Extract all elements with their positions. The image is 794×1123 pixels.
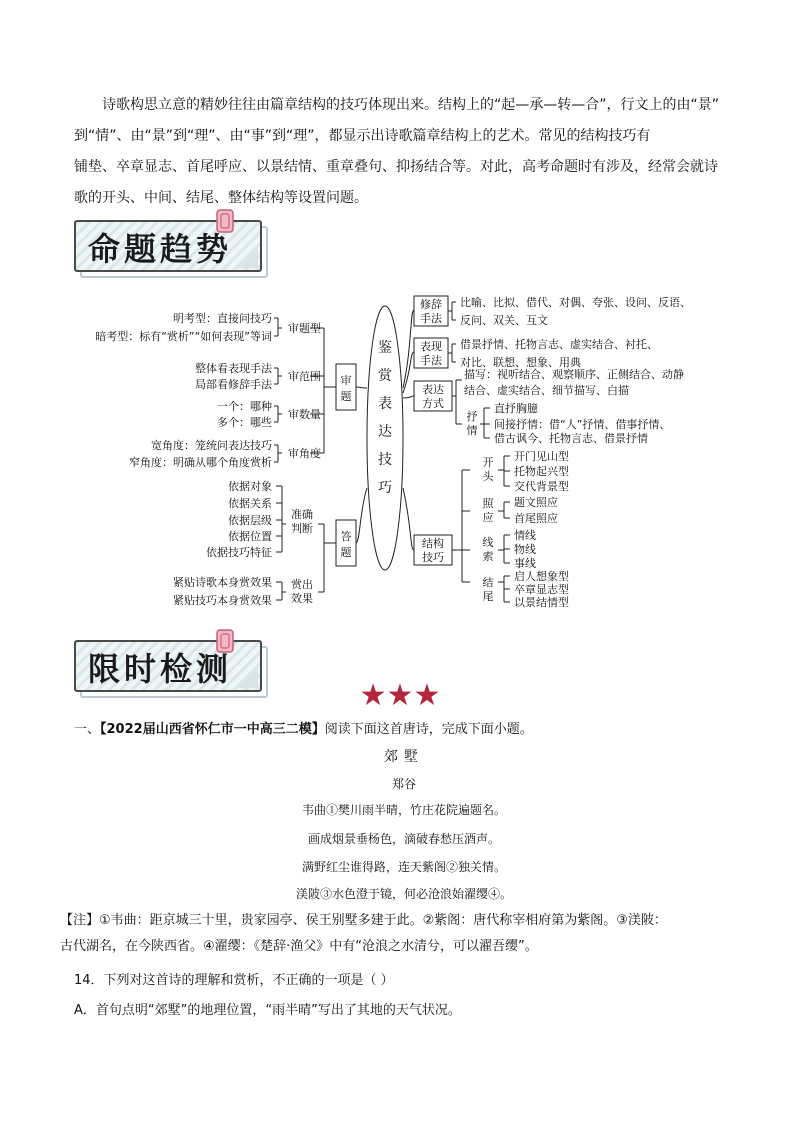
jiegou-item: 情线 — [514, 529, 536, 542]
jiegou-item: 开门见山型 — [514, 450, 569, 463]
jiegou-item: 托物起兴型 — [514, 465, 569, 478]
test-banner — [74, 640, 262, 692]
jiegou-item: 物线 — [514, 543, 536, 556]
svg-text:技巧: 技巧 — [422, 551, 444, 564]
shen-sub: 暗考型：标有“赏析”“如何表现”等词 — [95, 330, 272, 343]
poem-line: 渼陂③水色澄于镜，何必沧浪始濯缨④。 — [295, 887, 512, 901]
da-sub: 依据对象 — [228, 480, 272, 493]
svg-text:照: 照 — [482, 497, 494, 510]
jiegou-item: 事线 — [514, 557, 536, 570]
question-header — [74, 718, 734, 742]
trend-banner — [74, 220, 262, 272]
svg-text:尾: 尾 — [482, 590, 494, 603]
shen-item-label: 审范围 — [288, 370, 321, 383]
intro-paragraph — [74, 90, 734, 214]
xiuci-line: 反问、双关、互文 — [460, 314, 548, 327]
svg-text:头: 头 — [482, 470, 494, 483]
da-item-label: 效果 — [291, 592, 313, 605]
svg-text:手法: 手法 — [420, 312, 442, 325]
svg-text:手法: 手法 — [420, 354, 442, 367]
shen-sub: 宽角度：笼统问表达技巧 — [151, 439, 272, 452]
intro-line: 到“情”、由“景”到“理”、由“事”到“理”，都显示出诗歌篇章结构上的艺术。常见的结构技巧有 — [74, 128, 651, 144]
svg-text:情: 情 — [466, 424, 478, 437]
intro-line: 歌的开头、中间、结尾、整体结构等设置问题。 — [74, 190, 368, 206]
test-banner-title: 限时检测 — [88, 650, 233, 688]
shen-item-label: 审题型 — [288, 322, 321, 335]
jiegou-item: 首尾照应 — [514, 512, 558, 525]
question-14-stem: 14．下列对这首诗的理解和赏析，不正确的一项是（ ） — [74, 973, 394, 988]
center-char: 鉴 — [378, 340, 392, 356]
center-char: 技 — [378, 452, 392, 468]
da-sub: 依据位置 — [228, 530, 272, 543]
note-line: 古代湖名，在今陕西省。④濯缨：《楚辞·渔父》中有“沧浪之水清兮，可以濯吾缨”。 — [60, 939, 538, 954]
miaoxie-line: 结合、虚实结合、细节描写、白描 — [464, 384, 629, 397]
jiegou-item: 卒章显志型 — [514, 583, 569, 596]
da-item-label: 准确 — [291, 508, 313, 521]
jiegou-item: 题文照应 — [514, 496, 558, 509]
difficulty-stars: ★★★ — [359, 678, 441, 713]
shen-sub: 明考型：直接问技巧 — [173, 312, 272, 325]
question-source: 【2022届山西省怀仁市一中高三二模】 — [100, 722, 325, 737]
da-box — [336, 520, 356, 566]
shuqing-line: 借古讽今、托物言志、借景抒情 — [494, 432, 648, 445]
da-label-1: 答 — [340, 530, 352, 543]
intro-line: 诗歌构思立意的精妙往往由篇章结构的技巧体现出来。结构上的“起—承—转—合”，行文上的由“景” — [102, 97, 720, 113]
svg-text:修辞: 修辞 — [420, 298, 442, 311]
poem-notes — [60, 908, 740, 960]
svg-text:方式: 方式 — [422, 397, 444, 410]
center-char: 表 — [378, 396, 392, 412]
shen-item-label: 审角度 — [288, 447, 321, 460]
poem-line: 满野红尘谁得路，连天紫阁②独关情。 — [301, 860, 506, 874]
shen-sub: 整体看表现手法 — [195, 362, 272, 375]
svg-text:索: 索 — [482, 550, 494, 563]
da-label-2: 题 — [340, 546, 352, 559]
poem-line: 画成烟景垂杨色，滴破春愁压酒声。 — [307, 832, 500, 846]
shuqing-line: 间接抒情：借“人”抒情、借事抒情、 — [494, 418, 671, 431]
jiegou-item: 交代背景型 — [514, 480, 569, 493]
svg-text:表现: 表现 — [420, 340, 442, 353]
jiegou-item: 以景结情型 — [514, 596, 569, 609]
poem-author: 郑谷 — [391, 777, 416, 791]
intro-line: 铺垫、卒章显志、首尾呼应、以景结情、重章叠句、抑扬结合等。对此，高考命题时有涉及，经常会就诗 — [74, 159, 718, 175]
miaoxie-line: 描写：视听结合、观察顺序、正侧结合、动静 — [464, 368, 684, 381]
option-a[interactable]: A．首句点明“郊墅”的地理位置，“雨半晴”写出了其地的天气状况。 — [74, 1003, 461, 1018]
technique-mind-map — [0, 288, 794, 618]
svg-text:结: 结 — [482, 576, 494, 589]
shen-sub: 多个：哪些 — [217, 416, 272, 429]
da-item-label: 赏出 — [291, 578, 313, 591]
trend-banner-title: 命题趋势 — [88, 230, 233, 268]
svg-text:表达: 表达 — [422, 383, 444, 396]
center-char: 赏 — [378, 368, 392, 384]
poem-title: 郊墅 — [384, 749, 424, 765]
jiegou-item: 启人想象型 — [514, 570, 569, 583]
svg-text:抒: 抒 — [466, 410, 478, 423]
shuqing-line: 直抒胸臆 — [494, 402, 538, 415]
biaoxian-line: 借景抒情、托物言志、虚实结合、衬托、 — [460, 338, 658, 351]
da-sub: 紧贴技巧本身赏效果 — [173, 594, 272, 607]
shen-label-1: 审 — [340, 374, 352, 387]
shen-label-2: 题 — [340, 390, 352, 403]
svg-text:线: 线 — [482, 536, 494, 549]
center-char: 达 — [378, 424, 392, 440]
center-char: 巧 — [378, 480, 392, 496]
da-sub: 依据关系 — [228, 497, 272, 510]
shen-box — [336, 364, 356, 410]
biaoxian-line: 对比、联想、想象、用典 — [460, 356, 581, 369]
da-sub: 紧贴诗歌本身赏效果 — [173, 576, 272, 589]
poem-line: 韦曲①樊川雨半晴，竹庄花院遍题名。 — [301, 803, 506, 817]
da-sub: 依据技巧特征 — [206, 546, 272, 559]
shen-item-label: 审数量 — [288, 408, 321, 421]
da-item-label: 判断 — [291, 522, 313, 535]
svg-text:应: 应 — [482, 511, 494, 524]
question-14 — [74, 966, 734, 1026]
shen-sub: 窄角度：明确从哪个角度赏析 — [129, 456, 272, 469]
da-sub: 依据层级 — [228, 514, 272, 527]
question-number: 一、 — [74, 722, 101, 737]
shen-sub: 一个：哪种 — [217, 400, 272, 413]
shen-sub: 局部看修辞手法 — [195, 378, 272, 391]
question-text: 阅读下面这首唐诗，完成下面小题。 — [324, 722, 533, 737]
note-line: 【注】①韦曲：距京城三十里，贵家园亭、侯王别墅多建于此。②紫阁：唐代称宰相府第为紫阁。③渼陂： — [60, 913, 667, 928]
svg-text:开: 开 — [482, 456, 494, 469]
xiuci-line: 比喻、比拟、借代、对偶、夸张、设问、反语、 — [460, 296, 691, 309]
svg-text:结构: 结构 — [422, 537, 444, 550]
